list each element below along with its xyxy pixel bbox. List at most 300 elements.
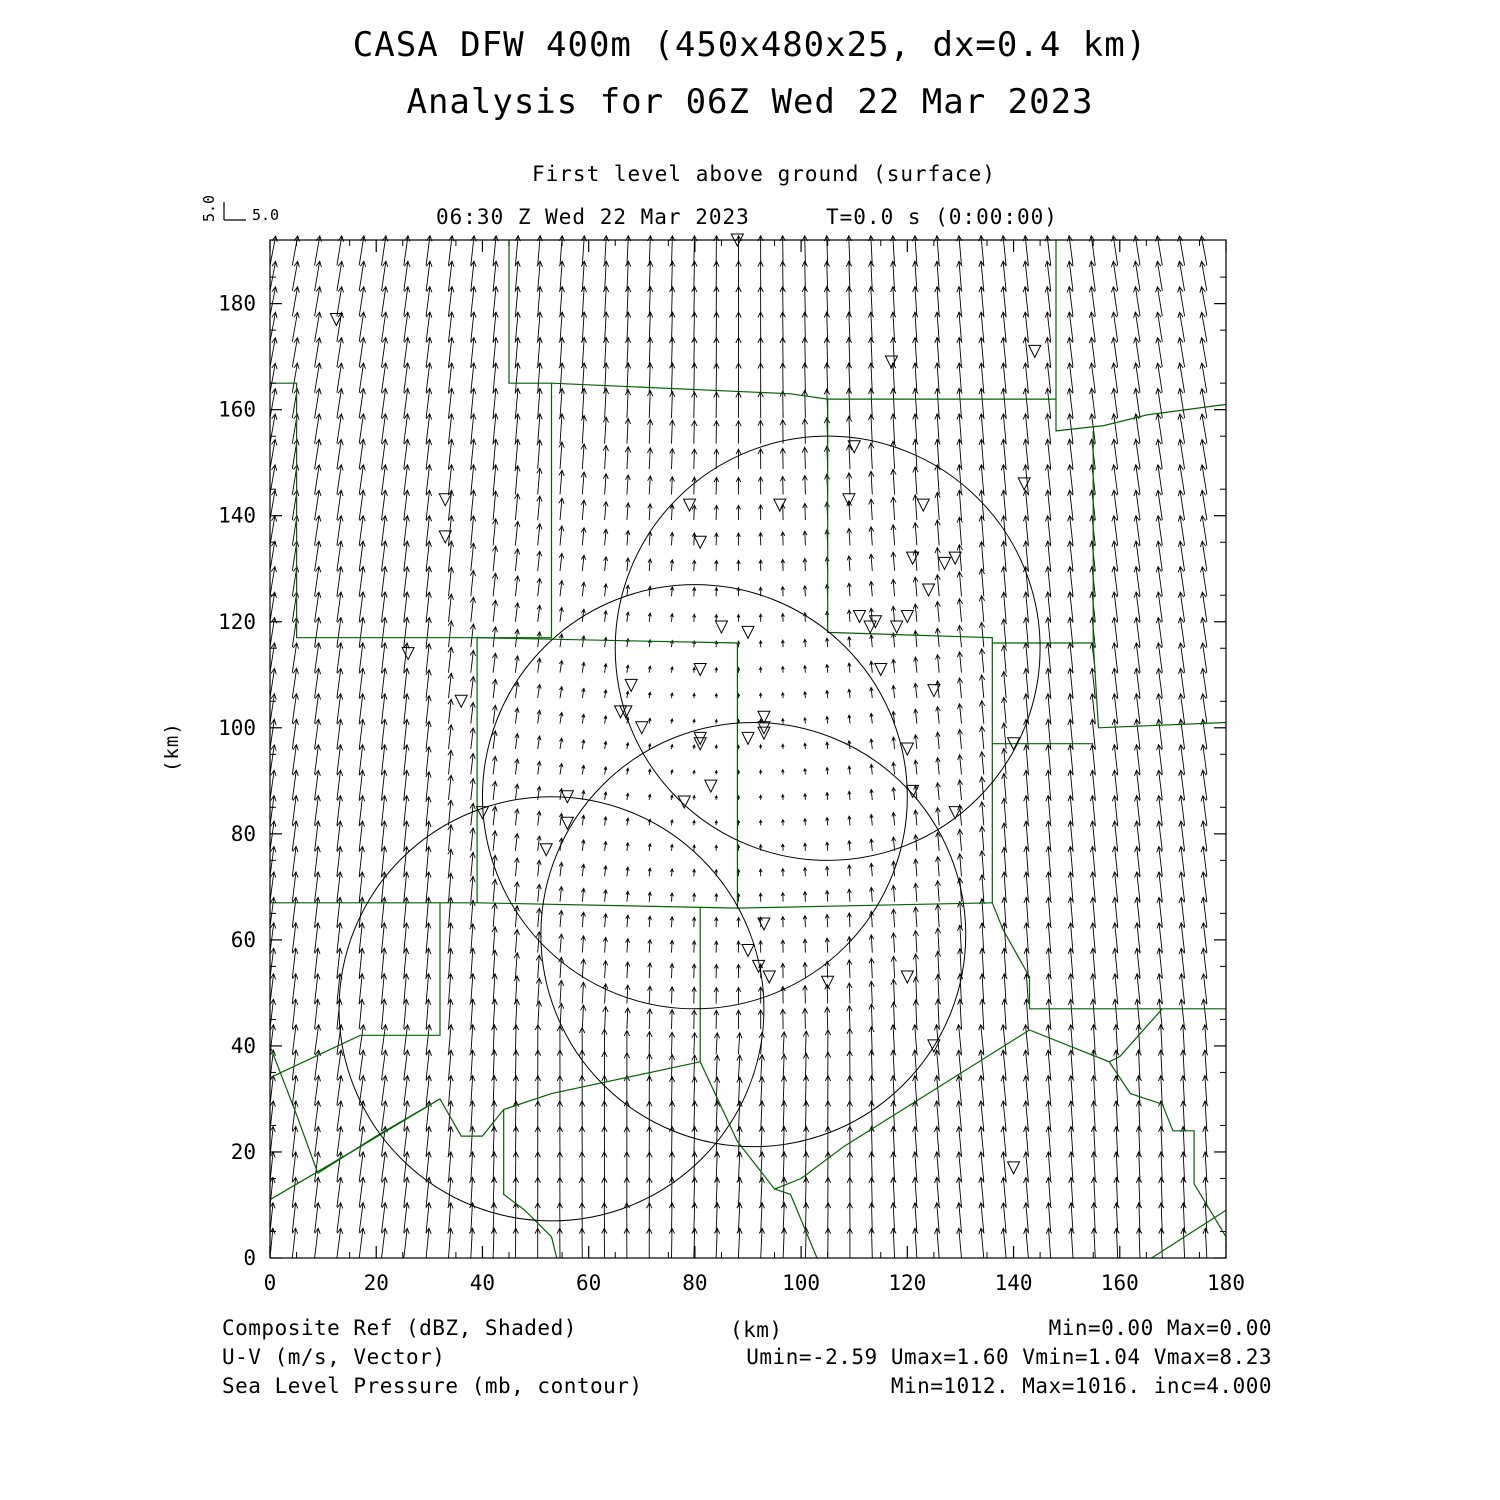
wind-vector bbox=[537, 811, 541, 825]
wind-vector bbox=[270, 770, 276, 800]
wind-vector bbox=[581, 582, 585, 596]
wind-vector bbox=[492, 653, 497, 672]
wind-vector bbox=[381, 923, 386, 953]
wind-vector bbox=[557, 1127, 562, 1157]
wind-vector bbox=[1157, 897, 1162, 927]
wind-vector bbox=[602, 1177, 607, 1207]
station-marker bbox=[684, 499, 696, 511]
wind-vector bbox=[847, 1076, 852, 1106]
wind-vector bbox=[670, 392, 675, 419]
wind-vector bbox=[602, 1029, 607, 1054]
wind-vector bbox=[669, 1203, 674, 1233]
wind-vector bbox=[426, 747, 431, 775]
wind-vector bbox=[581, 388, 586, 418]
wind-vector bbox=[337, 897, 342, 927]
wind-vector bbox=[671, 820, 674, 826]
wind-vector bbox=[1201, 592, 1207, 622]
wind-vector bbox=[292, 745, 298, 775]
wind-vector bbox=[803, 531, 807, 545]
y-tick-label: 0 bbox=[243, 1246, 256, 1270]
wind-vector bbox=[491, 1228, 496, 1258]
wind-vector bbox=[737, 560, 741, 571]
wind-vector bbox=[956, 1025, 961, 1055]
wind-vector bbox=[1023, 261, 1028, 291]
wind-vector bbox=[870, 764, 874, 774]
county-boundary-line bbox=[504, 1110, 557, 1259]
wind-vector bbox=[804, 743, 807, 749]
wind-vector bbox=[404, 465, 410, 495]
wind-vector bbox=[1090, 363, 1096, 393]
wind-vector bbox=[404, 694, 409, 724]
wind-vector bbox=[693, 770, 695, 774]
wind-vector bbox=[1001, 1050, 1006, 1080]
wind-vector bbox=[581, 338, 586, 368]
wind-vector bbox=[1045, 261, 1051, 291]
wind-vector bbox=[826, 842, 829, 851]
wind-vector bbox=[958, 780, 963, 800]
wind-vector bbox=[315, 414, 322, 444]
wind-vector bbox=[292, 389, 299, 419]
wind-vector bbox=[1068, 465, 1074, 495]
wind-vector bbox=[493, 414, 498, 444]
wind-vector bbox=[315, 439, 322, 469]
wind-vector bbox=[448, 999, 453, 1029]
wind-vector bbox=[515, 439, 520, 469]
wind-vector bbox=[1112, 618, 1118, 648]
wind-vector bbox=[559, 553, 564, 571]
station-marker bbox=[694, 732, 706, 744]
wind-vector bbox=[626, 843, 629, 851]
wind-vector bbox=[804, 718, 807, 724]
wind-vector bbox=[979, 287, 984, 317]
wind-vector bbox=[404, 414, 410, 444]
wind-vector bbox=[537, 388, 542, 418]
wind-vector bbox=[669, 1032, 674, 1054]
wind-vector bbox=[1024, 1228, 1029, 1258]
wind-vector bbox=[471, 363, 476, 393]
wind-vector bbox=[382, 1025, 388, 1055]
wind-vector bbox=[359, 439, 365, 469]
wind-vector bbox=[913, 388, 918, 418]
wind-vector bbox=[404, 287, 410, 317]
wind-vector bbox=[515, 521, 520, 545]
wind-vector bbox=[692, 1010, 697, 1029]
wind-vector bbox=[493, 491, 498, 520]
wind-vector bbox=[470, 779, 475, 800]
station-marker bbox=[923, 584, 935, 596]
wind-vector bbox=[780, 338, 785, 368]
wind-vector bbox=[1134, 338, 1140, 368]
wind-vector bbox=[1156, 567, 1162, 597]
x-tick-label: 0 bbox=[263, 1271, 277, 1295]
wind-vector bbox=[315, 694, 321, 724]
wind-vector bbox=[1156, 287, 1163, 317]
wind-vector bbox=[714, 1010, 719, 1029]
wind-vector bbox=[847, 473, 852, 495]
wind-vector bbox=[957, 572, 962, 597]
wind-vector bbox=[1023, 541, 1028, 571]
wind-vector bbox=[426, 644, 431, 673]
wind-vector bbox=[315, 643, 321, 673]
wind-vector bbox=[426, 1203, 431, 1233]
wind-vector bbox=[803, 559, 807, 571]
wind-vector bbox=[1068, 541, 1073, 571]
x-tick-label: 80 bbox=[682, 1271, 708, 1295]
wind-vector bbox=[359, 490, 365, 520]
station-marker bbox=[891, 621, 903, 633]
vector-key-u-label: 5.0 bbox=[252, 206, 280, 224]
wind-vector bbox=[758, 477, 763, 495]
wind-vector bbox=[1179, 694, 1185, 724]
wind-vector bbox=[557, 1203, 562, 1233]
wind-vector bbox=[603, 961, 608, 978]
station-marker bbox=[540, 844, 552, 856]
wind-vector bbox=[1201, 668, 1207, 698]
wind-vector bbox=[1046, 1228, 1051, 1258]
wind-vector bbox=[1135, 999, 1140, 1029]
wind-vector bbox=[515, 734, 519, 749]
wind-vector bbox=[759, 1228, 764, 1258]
wind-vector bbox=[804, 843, 807, 851]
station-marker bbox=[917, 499, 929, 511]
wind-vector bbox=[1112, 465, 1118, 495]
wind-vector bbox=[1045, 465, 1050, 495]
wind-vector bbox=[470, 900, 475, 927]
wind-vector bbox=[403, 897, 408, 927]
wind-vector bbox=[382, 541, 388, 571]
wind-vector bbox=[848, 791, 851, 800]
wind-vector bbox=[1001, 1076, 1006, 1106]
wind-vector bbox=[1046, 668, 1051, 698]
wind-vector bbox=[382, 1228, 388, 1258]
wind-vector bbox=[1157, 923, 1162, 953]
wind-vector bbox=[535, 1025, 540, 1055]
wind-vector bbox=[1045, 388, 1050, 418]
wind-vector bbox=[359, 796, 365, 826]
wind-vector bbox=[759, 1055, 764, 1080]
wind-vector bbox=[736, 338, 741, 368]
wind-vector bbox=[559, 660, 563, 672]
wind-vector bbox=[1134, 567, 1140, 597]
wind-vector bbox=[559, 338, 564, 368]
wind-vector bbox=[759, 893, 762, 902]
wind-vector bbox=[535, 1050, 540, 1080]
wind-vector bbox=[557, 1050, 562, 1080]
wind-vector bbox=[404, 312, 410, 342]
y-tick-label: 20 bbox=[230, 1139, 256, 1164]
wind-vector bbox=[292, 1025, 298, 1055]
wind-vector bbox=[1157, 745, 1163, 775]
wind-vector bbox=[337, 541, 343, 571]
wind-vector bbox=[581, 912, 585, 927]
wind-vector bbox=[625, 363, 630, 393]
wind-vector bbox=[935, 520, 940, 545]
wind-vector bbox=[270, 389, 277, 419]
wind-vector bbox=[1157, 796, 1163, 826]
chart-title: CASA DFW 400m (450x480x25, dx=0.4 km) bbox=[352, 25, 1148, 65]
wind-vector bbox=[1001, 567, 1006, 597]
wind-vector bbox=[758, 420, 763, 443]
wind-vector bbox=[382, 1203, 388, 1233]
wind-vector bbox=[669, 1152, 674, 1182]
wind-vector bbox=[980, 851, 985, 877]
wind-vector bbox=[382, 1050, 388, 1080]
wind-vector bbox=[1134, 668, 1140, 698]
wind-vector bbox=[337, 1177, 343, 1207]
wind-vector bbox=[714, 421, 719, 444]
wind-vector bbox=[625, 390, 630, 418]
wind-vector bbox=[315, 490, 321, 520]
wind-vector bbox=[404, 668, 409, 698]
wind-vector bbox=[515, 414, 520, 444]
wind-vector bbox=[1112, 643, 1118, 673]
wind-vector bbox=[979, 516, 984, 546]
wind-vector bbox=[1179, 643, 1185, 673]
wind-vector bbox=[1046, 1050, 1051, 1080]
wind-vector bbox=[958, 704, 963, 724]
wind-vector bbox=[736, 392, 741, 418]
wind-vector bbox=[1156, 338, 1163, 368]
county-boundary-line bbox=[828, 240, 1056, 399]
wind-vector bbox=[914, 709, 918, 724]
wind-vector bbox=[515, 656, 519, 673]
wind-vector bbox=[624, 1177, 629, 1207]
wind-vector bbox=[1090, 516, 1096, 546]
wind-vector bbox=[804, 819, 807, 826]
wind-vector bbox=[781, 587, 784, 597]
wind-vector bbox=[292, 261, 299, 291]
wind-vector bbox=[292, 999, 298, 1029]
wind-vector bbox=[579, 1028, 584, 1055]
wind-vector bbox=[759, 560, 763, 571]
wind-vector bbox=[292, 567, 298, 597]
wind-vector bbox=[1112, 770, 1117, 800]
wind-vector bbox=[471, 388, 476, 418]
wind-vector bbox=[624, 1127, 629, 1157]
wind-vector bbox=[758, 338, 763, 368]
wind-vector bbox=[1201, 974, 1207, 1004]
wind-vector bbox=[979, 1025, 984, 1055]
wind-vector bbox=[980, 802, 985, 826]
wind-vector bbox=[1179, 847, 1185, 877]
wind-vector bbox=[513, 1152, 518, 1182]
wind-vector bbox=[426, 1127, 431, 1157]
wind-vector bbox=[404, 796, 409, 826]
plot-frame bbox=[270, 240, 1226, 1258]
wind-vector bbox=[426, 465, 432, 495]
wind-vector bbox=[536, 978, 541, 1003]
wind-vector bbox=[692, 505, 696, 520]
wind-vector bbox=[715, 720, 718, 724]
wind-vector bbox=[579, 1050, 584, 1080]
wind-vector bbox=[802, 447, 807, 469]
wind-vector bbox=[891, 525, 896, 546]
wind-vector bbox=[448, 439, 453, 469]
station-marker bbox=[694, 536, 706, 548]
wind-vector bbox=[471, 261, 476, 291]
wind-vector bbox=[736, 287, 741, 317]
footer-field2-stats: Umin=-2.59 Umax=1.60 Vmin=1.04 Vmax=8.23 bbox=[746, 1345, 1272, 1369]
wind-vector bbox=[1090, 490, 1096, 520]
wind-vector bbox=[426, 287, 432, 317]
wind-vector bbox=[802, 390, 807, 418]
wind-vector bbox=[869, 911, 873, 927]
wind-vector bbox=[715, 894, 718, 902]
wind-vector bbox=[471, 490, 476, 520]
wind-vector bbox=[693, 820, 696, 825]
station-marker bbox=[455, 695, 467, 707]
wind-vector bbox=[758, 392, 763, 418]
wind-vector bbox=[270, 414, 277, 444]
wind-vector bbox=[448, 1050, 453, 1080]
x-tick-label: 180 bbox=[1207, 1271, 1245, 1295]
wind-vector bbox=[914, 835, 918, 851]
wind-vector bbox=[914, 735, 918, 749]
wind-vector bbox=[692, 392, 697, 418]
wind-vector bbox=[582, 740, 585, 749]
wind-vector bbox=[1179, 770, 1185, 800]
wind-vector bbox=[581, 864, 585, 876]
wind-vector bbox=[404, 1127, 410, 1157]
wind-vector bbox=[337, 338, 344, 368]
chart-subtitle: Analysis for 06Z Wed 22 Mar 2023 bbox=[406, 82, 1094, 122]
y-tick-label: 160 bbox=[218, 397, 256, 422]
wind-vector bbox=[426, 721, 431, 749]
wind-vector bbox=[1201, 847, 1207, 877]
wind-vector bbox=[1068, 745, 1073, 775]
wind-vector bbox=[1024, 999, 1029, 1029]
wind-vector bbox=[448, 647, 453, 673]
wind-vector bbox=[493, 439, 498, 469]
wind-vector bbox=[1157, 872, 1163, 902]
wind-vector bbox=[448, 541, 453, 571]
wind-vector bbox=[449, 312, 455, 342]
wind-vector bbox=[892, 659, 896, 672]
wind-vector bbox=[492, 781, 497, 800]
wind-vector bbox=[582, 662, 586, 672]
wind-vector bbox=[270, 1076, 275, 1106]
wind-vector bbox=[979, 1177, 984, 1207]
wind-vector bbox=[404, 847, 409, 877]
wind-vector bbox=[337, 821, 343, 851]
wind-vector bbox=[492, 879, 497, 901]
wind-vector bbox=[979, 1127, 984, 1157]
wind-vector bbox=[1135, 770, 1141, 800]
wind-vector bbox=[1112, 847, 1117, 877]
vector-key-v-label: 5.0 bbox=[200, 194, 218, 222]
wind-vector bbox=[736, 261, 741, 291]
wind-vector bbox=[337, 312, 344, 342]
wind-vector bbox=[1156, 694, 1162, 724]
wind-vector bbox=[359, 363, 365, 393]
wind-vector bbox=[957, 287, 962, 317]
wind-vector bbox=[470, 650, 475, 672]
wind-vector bbox=[1045, 338, 1051, 368]
wind-vector bbox=[714, 287, 719, 317]
wind-vector bbox=[1024, 668, 1029, 698]
wind-vector bbox=[404, 490, 410, 520]
wind-vector bbox=[714, 988, 718, 1004]
wind-vector bbox=[935, 388, 940, 418]
wind-vector bbox=[1134, 719, 1140, 749]
wind-vector bbox=[780, 312, 785, 342]
wind-vector bbox=[1200, 338, 1207, 368]
wind-vector bbox=[448, 725, 453, 749]
wind-vector bbox=[292, 312, 299, 342]
wind-vector bbox=[935, 602, 940, 622]
wind-vector bbox=[625, 475, 630, 495]
wind-vector bbox=[270, 923, 276, 953]
wind-vector bbox=[692, 941, 696, 953]
wind-vector bbox=[1112, 490, 1118, 520]
wind-vector bbox=[1200, 414, 1207, 444]
wind-vector bbox=[270, 999, 276, 1029]
station-marker bbox=[774, 499, 786, 511]
wind-vector bbox=[557, 1152, 562, 1182]
station-marker bbox=[705, 780, 717, 792]
wind-vector bbox=[1001, 388, 1006, 418]
wind-vector bbox=[270, 1101, 275, 1131]
wind-vector bbox=[426, 312, 432, 342]
wind-vector bbox=[382, 287, 388, 317]
wind-vector bbox=[535, 1177, 540, 1207]
wind-vector bbox=[581, 936, 586, 953]
wind-vector bbox=[604, 890, 608, 902]
wind-vector bbox=[669, 1101, 674, 1131]
wind-vector bbox=[847, 1203, 852, 1233]
wind-vector bbox=[625, 985, 630, 1003]
wind-vector bbox=[337, 770, 343, 800]
wind-vector bbox=[891, 933, 896, 953]
wind-vector bbox=[957, 338, 962, 368]
wind-vector bbox=[870, 839, 874, 851]
wind-vector bbox=[1157, 821, 1163, 851]
wind-vector bbox=[715, 918, 718, 928]
wind-vector bbox=[1002, 723, 1007, 749]
wind-vector bbox=[736, 421, 741, 444]
wind-vector bbox=[515, 682, 519, 698]
wind-vector bbox=[869, 554, 874, 571]
wind-vector bbox=[1068, 719, 1073, 749]
wind-vector bbox=[803, 613, 806, 622]
wind-vector bbox=[557, 1177, 562, 1207]
y-tick-label: 140 bbox=[218, 503, 256, 528]
station-marker bbox=[742, 944, 754, 956]
wind-vector bbox=[979, 675, 984, 698]
wind-vector bbox=[337, 643, 343, 673]
wind-vector bbox=[648, 940, 652, 953]
wind-vector bbox=[1068, 821, 1073, 851]
wind-vector bbox=[426, 338, 432, 368]
wind-vector bbox=[957, 439, 962, 469]
wind-vector bbox=[625, 1008, 630, 1029]
wind-vector bbox=[913, 1228, 918, 1258]
wind-vector bbox=[515, 784, 519, 800]
wind-vector bbox=[1112, 821, 1117, 851]
wind-vector bbox=[270, 1025, 276, 1055]
wind-vector bbox=[826, 742, 829, 749]
wind-vector bbox=[693, 587, 696, 596]
wind-vector bbox=[714, 477, 719, 494]
wind-vector bbox=[449, 338, 454, 368]
wind-vector bbox=[1200, 490, 1207, 520]
wind-vector bbox=[957, 1127, 962, 1157]
wind-vector bbox=[579, 1101, 584, 1131]
wind-vector bbox=[1134, 490, 1140, 520]
wind-vector bbox=[292, 1203, 297, 1233]
wind-vector bbox=[1002, 823, 1007, 851]
wind-vector bbox=[891, 1228, 896, 1258]
